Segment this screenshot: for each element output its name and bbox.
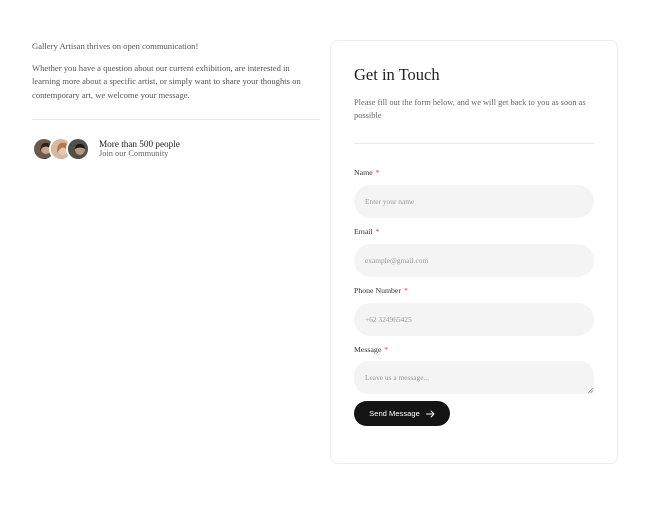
form-description: Please fill out the form below, and we will get back to you as soon as possible xyxy=(354,98,586,120)
send-message-label: Send Message xyxy=(369,409,420,418)
arrow-right-icon xyxy=(426,410,435,418)
send-message-button[interactable] xyxy=(354,401,450,426)
message-textarea[interactable] xyxy=(354,361,594,394)
required-marker: * xyxy=(375,168,380,177)
resize-handle-icon[interactable] xyxy=(587,387,593,393)
intro-paragraph: Whether you have a question about our current exhibition, are interested in learning more about a specific artist, or simply want to share your thoughts on contemporary art, we welcome your message. xyxy=(32,63,301,100)
required-marker: * xyxy=(384,345,389,354)
join-community-text: Join our Community xyxy=(99,148,169,158)
community-block xyxy=(32,137,320,161)
required-marker: * xyxy=(375,227,380,236)
divider xyxy=(354,143,594,144)
intro-section xyxy=(32,40,320,161)
avatar xyxy=(66,137,90,161)
form-title: Get in Touch xyxy=(354,65,440,84)
contact-form-card xyxy=(330,40,618,464)
avatar-group xyxy=(32,137,83,161)
email-input[interactable] xyxy=(354,244,594,277)
required-marker: * xyxy=(404,286,408,295)
email-label: Email * xyxy=(354,227,380,236)
name-input[interactable] xyxy=(354,185,594,218)
name-label: Name * xyxy=(354,168,380,177)
phone-label: Phone Number * xyxy=(354,286,408,295)
community-text xyxy=(99,139,180,159)
intro-text: Gallery Artisan thrives on open communication! xyxy=(32,41,199,51)
phone-input[interactable] xyxy=(354,303,594,336)
community-title: More than 500 people xyxy=(99,138,180,149)
divider xyxy=(32,119,320,120)
message-label: Message * xyxy=(354,345,389,354)
